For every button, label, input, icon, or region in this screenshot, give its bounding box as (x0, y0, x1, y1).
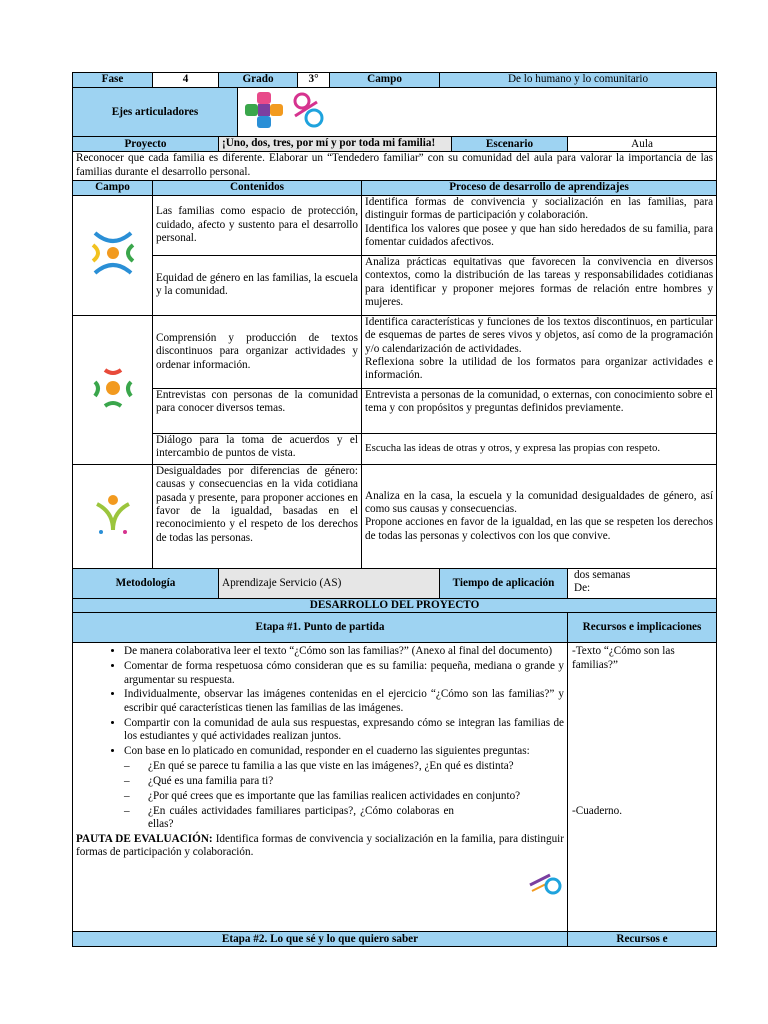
etapa1-body (73, 643, 568, 932)
campo-human-cell (73, 195, 153, 315)
contenido-4: Entrevistas con personas de la comunidad para conocer diversos temas. (153, 388, 362, 433)
tiempo-value: dos semanas (574, 568, 631, 581)
etapa1-recursos (568, 643, 717, 932)
etapa1-title: Etapa #1. Punto de partida (73, 613, 568, 643)
campo-lenguajes-icon (91, 401, 135, 413)
contenido-6: Desigualdades por diferencias de género: causas y consecuencias en la vida cotidiana pasada y presente, para proponer acciones en favor de la igualdad, basadas en el reconocimiento y el respeto de los derechos de todas las personas. (153, 464, 362, 568)
campo-label: Campo (330, 73, 440, 88)
etapa1-question: – ¿Qué es una familia para ti? (148, 775, 564, 788)
etapa2-recursos-label: Recursos e (568, 932, 717, 947)
escenario-label: Escenario (452, 137, 568, 152)
etapa2-title: Etapa #2. Lo que sé y lo que quiero saber (73, 932, 568, 947)
pauta-text: Identifica formas de convivencia y socialización en la familia, para distinguir formas de participación y colaboración. (76, 833, 565, 859)
fase-value: 4 (153, 73, 219, 88)
tiempo-cell (568, 568, 717, 598)
proyecto-value: ¡Uno, dos, tres, por mí y por toda mi familia! (219, 137, 452, 152)
contenido-3: Comprensión y producción de textos discontinuos para organizar actividades y ordenar información. (153, 315, 362, 388)
col-contenidos: Contenidos (153, 181, 362, 195)
etapa1-questions (76, 760, 564, 832)
proceso-5: Escucha las ideas de otras y otros, y expresa las propias con respeto. (362, 433, 717, 464)
etapa1-recursos-label: Recursos e implicaciones (568, 613, 717, 643)
ejes-icons (238, 88, 717, 137)
col-proceso: Proceso de desarrollo de aprendizajes (362, 181, 717, 195)
etapa1-bullet: • De manera colaborativa leer el texto “¿Cómo son las familias?” (Anexo al final del documento) (124, 645, 564, 658)
planning-document (72, 72, 716, 947)
contenido-1: Las familias como espacio de protección, cuidado, afecto y sustento para el desarrollo personal. (153, 195, 362, 255)
fase-label: Fase (73, 73, 153, 88)
campo-value: De lo humano y lo comunitario (440, 73, 717, 88)
de-label: De: (574, 582, 591, 595)
tiempo-label: Tiempo de aplicación (440, 568, 568, 598)
recurso-texto: -Texto “¿Cómo son las familias?” (572, 645, 675, 671)
ejes-pink-blue-icon (291, 90, 327, 134)
proceso-1: Identifica formas de convivencia y socialización en las familias, para distinguir formas de participación y colaboración. Identifica los valores que posee y que han sido heredados de su familia, para fomentar cuidados afectivos. (362, 195, 717, 255)
proceso-4: Entrevista a personas de la comunidad, o externas, con conocimiento sobre el tema y con propósitos y preguntas definidos previamente. (362, 388, 717, 433)
contenido-5: Diálogo para la toma de acuerdos y el intercambio de puntos de vista. (153, 433, 362, 464)
pauta-evaluacion (76, 833, 564, 860)
etapa1-bullet: • Comentar de forma respetuosa cómo consideran que es su familia: pequeña, mediana o grande y argumentar su respuesta. (124, 660, 564, 687)
etapa1-question: – ¿En qué se parece tu familia a las que viste en las imágenes?, ¿En qué es distinta? (148, 760, 564, 773)
escenario-value: Aula (568, 137, 717, 152)
etapa1-bullet: • Individualmente, observar las imágenes contenidas en el ejercicio “¿Cómo son las familias?” y escribir qué características tienen las familias de las imágenes. (124, 688, 564, 715)
ejes-puzzle-icon (244, 91, 284, 133)
plan-table (72, 72, 717, 947)
grado-label: Grado (219, 73, 298, 88)
grado-value: 3° (298, 73, 330, 88)
metodologia-label: Metodología (73, 568, 219, 598)
etapa1-question: – ¿En cuáles actividades familiares participas?, ¿Cómo colaboras en ellas? (148, 805, 564, 832)
desarrollo-title: DESARROLLO DEL PROYECTO (73, 598, 717, 612)
proceso-3: Identifica características y funciones de los textos discontinuos, en particular de esquemas de partes de seres vivos y objetos, así como de la programación y/o calendarización de actividades. Reflexiona sobre la utilidad de los formatos para organizar actividades e información. (362, 315, 717, 388)
recurso-cuaderno: -Cuaderno. (572, 805, 623, 818)
small-pink-blue-icon (528, 871, 562, 901)
proceso-6: Analiza en la casa, la escuela y la comunidad desigualdades de género, así como sus causas y consecuencias. Propone acciones en favor de la igualdad, en las que se respeten los derechos de todas las personas y colectivos con los que convive. (362, 464, 717, 568)
proyecto-label: Proyecto (73, 137, 219, 152)
col-campo: Campo (73, 181, 153, 195)
contenido-2: Equidad de género en las familias, la escuela y la comunidad. (153, 255, 362, 315)
campo-etica-cell (73, 464, 153, 568)
etapa1-question: – ¿Por qué crees que es importante que las familias realicen actividades en conjunto? (148, 790, 564, 803)
pauta-label: PAUTA DE EVALUACIÓN: (76, 833, 213, 845)
campo-etica-icon (91, 529, 135, 541)
campo-human-icon (89, 270, 137, 282)
etapa1-bullet: • Compartir con la comunidad de aula sus respuestas, expresando cómo se integran las familias de los estudiantes y qué actividades realizan juntos. (124, 717, 564, 744)
project-description: Reconocer que cada familia es diferente. Elaborar un “Tendedero familiar” con su comunidad del aula para valorar la importancia de las familias durante el desarrollo personal. (73, 152, 717, 181)
proceso-2: Analiza prácticas equitativas que favorecen la convivencia en diversos contextos, como la distribución de las tareas y responsabilidades cotidianas para identificar y proponer mejores formas de relación entre hombres y mujeres. (362, 255, 717, 315)
etapa1-bullets (76, 645, 564, 758)
ejes-label: Ejes articuladores (73, 88, 238, 137)
etapa1-bullet: • Con base en lo platicado en comunidad, responder en el cuaderno las siguientes preguntas: (124, 745, 564, 758)
metodologia-value: Aprendizaje Servicio (AS) (219, 568, 440, 598)
campo-lenguajes-cell (73, 315, 153, 464)
